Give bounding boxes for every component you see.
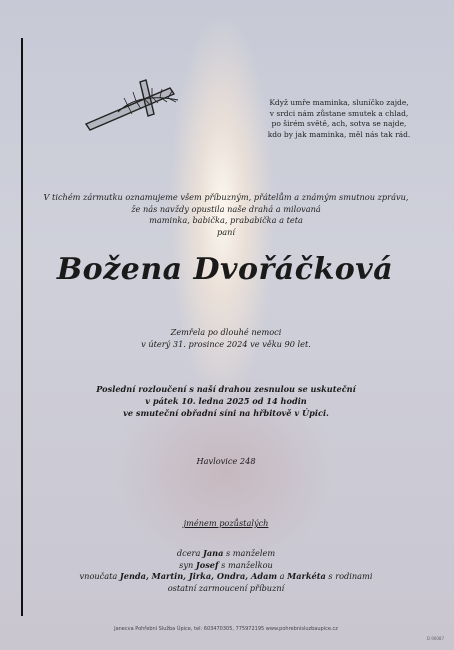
- intro-line: že nás navždy opustila naše drahá a milovaná: [131, 203, 321, 214]
- deceased-name: Božena Dvořáčková: [56, 252, 394, 287]
- poem: [254, 98, 424, 140]
- address: Havlovice 248: [196, 456, 256, 466]
- funeral-service-footer: Janecva Pohřební Služba Úpice, tel: 603470305, 775972195 www.pohrebnisluzbaupice.cz: [114, 626, 338, 632]
- mourners-list: [30, 548, 422, 594]
- death-info: [40, 327, 412, 350]
- mourner-line: dcera Jana s manželem: [176, 548, 276, 558]
- poem-line: kdo by jak maminka, měl nás tak rád.: [267, 129, 411, 139]
- poem-line: po širém světě, ach, sotva se najde,: [271, 119, 407, 128]
- poem-line: Když umře maminka, sluníčko zajde,: [269, 98, 409, 107]
- poem-line: v srdci nám zůstane smutek a chlad,: [269, 108, 409, 118]
- death-line: v úterý 31. prosince 2024 ve věku 90 let.: [141, 338, 311, 349]
- mourner-line: vnoučata Jenda, Martin, Jirka, Ondra, Adam a Markéta s rodinami: [79, 571, 373, 581]
- intro-line: V tichém zármutku oznamujeme všem příbuzným, přátelům a známým smutnou zprávu,: [43, 192, 409, 202]
- intro-line: maminka, babička, prababička a teta: [149, 215, 303, 225]
- document-code: D.96087: [426, 636, 444, 641]
- announcement-intro: [40, 192, 412, 238]
- mourner-line: ostatní zarmoucení příbuzní: [167, 582, 285, 593]
- farewell-info: [40, 384, 412, 419]
- cross-with-palm-icon: [78, 72, 188, 132]
- death-line: Zemřela po dlouhé nemoci: [170, 327, 282, 337]
- left-border-line: [21, 38, 23, 616]
- intro-line: paní: [216, 226, 235, 237]
- mourner-line: syn Josef s manželkou: [179, 559, 273, 570]
- farewell-line: Poslední rozloučení s naší drahou zesnulou se uskuteční: [96, 384, 356, 394]
- on-behalf-heading: jménem pozůstalých: [183, 518, 269, 528]
- farewell-line: ve smuteční obřadní síni na hřbitově v Úpici.: [123, 407, 329, 418]
- farewell-line: v pátek 10. ledna 2025 od 14 hodin: [145, 395, 307, 406]
